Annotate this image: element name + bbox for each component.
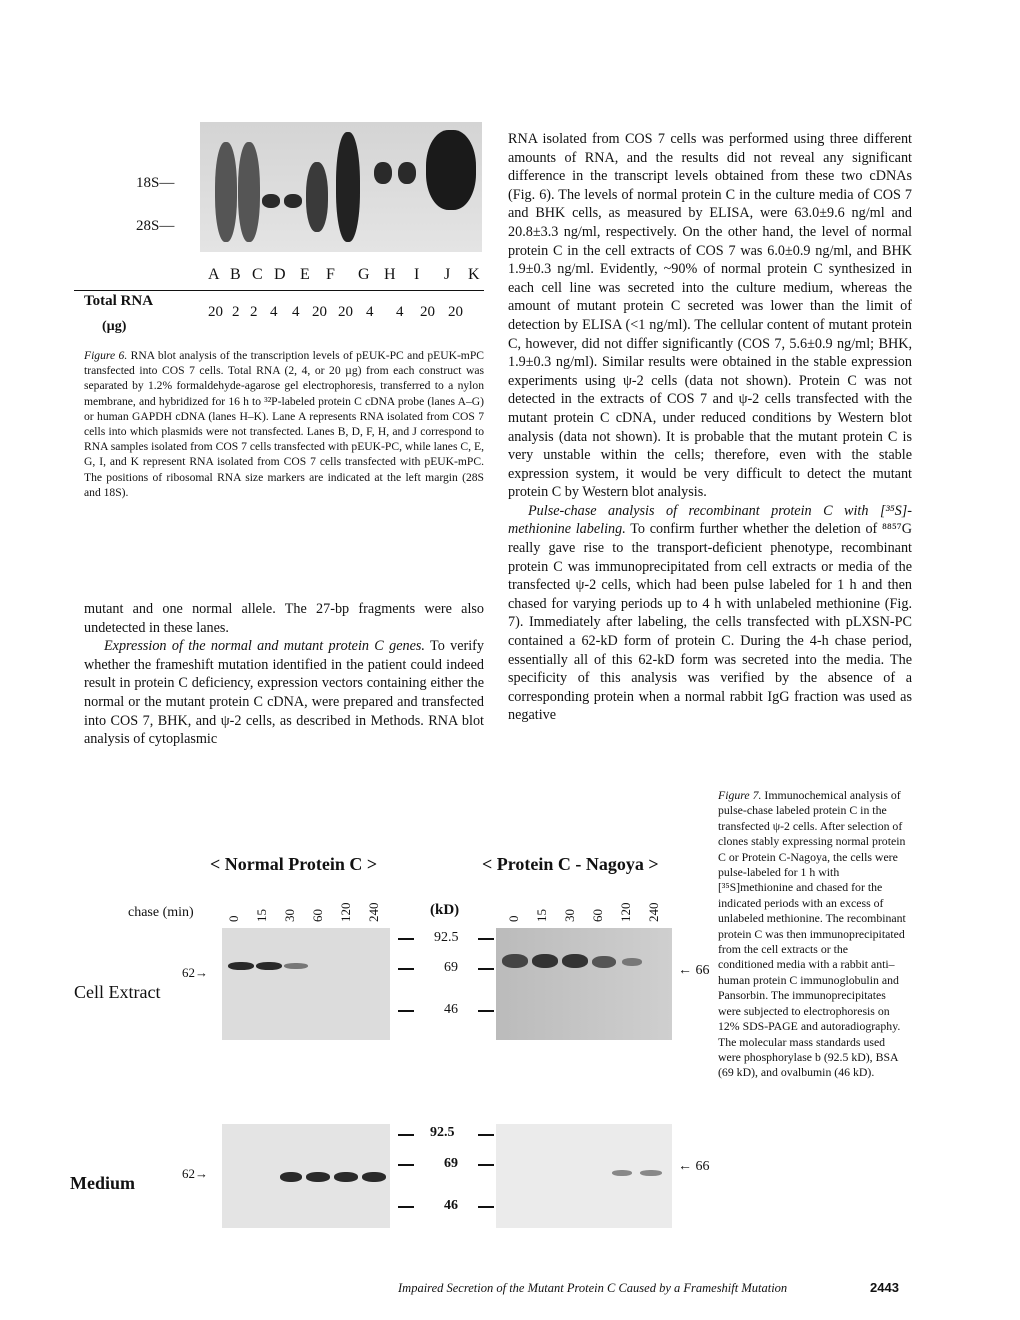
gel-cell-nagoya [496, 928, 672, 1040]
kd-label: (kD) [430, 902, 460, 918]
blot-band [398, 162, 416, 184]
chase-time-label: 15 [254, 909, 269, 922]
page-number: 2443 [870, 1280, 899, 1295]
caption-lead: Figure 7. [718, 788, 762, 802]
gel-band [562, 954, 588, 968]
gel-band [306, 1172, 330, 1182]
caption-body: RNA blot analysis of the transcription levels of pEUK-PC and pEUK-mPC transfected into COS 7 cells. Total RNA (2, 4, or 20 µg) from each construct was separated by 1.2% formaldehyde-agarose gel electrophoresis, transferred to a nylon membrane, and hybridized for 16 h to ³²P-labeled protein C cDNA probe (lanes A–G) or human GAPDH cDNA (lanes H–K). Lane A represents RNA isolated from COS 7 cells into which plasmids were not transfected. Lanes B, D, F, H, and J correspond to RNA samples isolated from COS 7 cells transfected with pEUK-PC, while lanes C, E, G, I, and K represent RNA isolated from COS 7 cells transfected with pEUK-mPC. The positions of ribosomal RNA size markers are indicated at the left margin (28S and 18S). [84, 349, 485, 499]
marker-69: 69 [444, 1156, 458, 1171]
lane-label-d: D [274, 266, 286, 283]
chase-time-label: 240 [366, 902, 381, 922]
chase-time-label: 0 [506, 915, 521, 922]
gel-band [622, 958, 642, 966]
gel-band [592, 956, 616, 968]
marker-46: 46 [444, 1198, 458, 1213]
gel-cell-normal [222, 928, 390, 1040]
arrow-66-medium: ← 66 [678, 1159, 710, 1174]
gel-medium-nagoya [496, 1124, 672, 1228]
marker-tick [478, 1206, 494, 1208]
chase-time-label: 60 [310, 909, 325, 922]
marker-69: 69 [444, 960, 458, 975]
gel-band [228, 962, 254, 970]
nagoya-title: < Protein C - Nagoya > [482, 854, 659, 874]
paragraph [508, 502, 912, 725]
paragraph: mutant and one normal allele. The 27-bp fragments were also undetected in these lanes. [84, 601, 484, 636]
marker-tick [398, 1134, 414, 1136]
marker-tick [478, 1010, 494, 1012]
gel-medium-normal [222, 1124, 390, 1228]
section-heading: Pulse-chase analysis of recombinant protein C with [³⁵S]-methionine labeling. [508, 502, 912, 538]
marker-92-5: 92.5 [430, 1125, 455, 1140]
gel-band [280, 1172, 302, 1182]
chase-time-label: 60 [590, 909, 605, 922]
gel-band [284, 963, 308, 969]
rna-amount: 4 [366, 304, 374, 320]
blot-band [215, 142, 237, 242]
blot-band [262, 194, 280, 208]
gel-band [640, 1170, 662, 1176]
gel-band [532, 954, 558, 968]
right-column-text [508, 130, 912, 725]
unit-label: (µg) [102, 319, 127, 334]
rna-amount: 2 [250, 304, 258, 320]
gel-band [334, 1172, 358, 1182]
paragraph-body: To confirm further whether the deletion of ⁸⁸⁵⁷G really gave rise to the transport-deficient phenotype, recombinant protein C was immunoprecipitated from cell extracts or media of the transfected ψ-2 cells, which had been pulse labeled for 1 h and then chased for varying periods up to 4 h with unlabeled methionine (Fig. 7). Immediately after labeling, the cells transfected with pLXSN-PC contained a 62-kD form of protein C. During the 4-h chase period, essentially all of this 62-kD form was secreted into the media. The specificity of this analysis was verified by the absence of a corresponding protein when a normal rabbit IgG fraction was used as negative [508, 521, 912, 724]
rna-amount: 4 [292, 304, 300, 320]
fig6-blot-image [200, 122, 482, 252]
blot-band [306, 162, 328, 232]
rna-amount: 20 [338, 304, 353, 320]
gel-band [612, 1170, 632, 1176]
rna-amount: 4 [270, 304, 278, 320]
gel-band [502, 954, 528, 968]
marker-tick [398, 968, 414, 970]
medium-label: Medium [70, 1173, 135, 1193]
chase-time-label: 0 [226, 915, 241, 922]
chase-time-label: 15 [534, 909, 549, 922]
lane-label-j: J [444, 266, 451, 283]
lane-label-k: K [468, 266, 480, 283]
blot-band [284, 194, 302, 208]
normal-protein-title: < Normal Protein C > [210, 854, 378, 874]
running-title: Impaired Secretion of the Mutant Protein C Caused by a Frameshift Mutation [398, 1281, 788, 1295]
blot-band [336, 132, 360, 242]
caption-body: Immunochemical analysis of pulse-chase labeled protein C in the transfected ψ-2 cells. After selection of clones stably expressing normal protein C or Protein C-Nagoya, the cells were pulse-labeled for 1 h with [³⁵S]methionine and chased for the indicated periods with an excess of unlabeled methionine. The recombinant protein C was then immunoprecipitated from the cell extracts or the conditioned media with a rabbit anti–human protein C immunoglobulin and Pansorbin. The immunoprecipitates were subjected to electrophoresis on 12% SDS-PAGE and autoradiography. The molecular mass standards used were phosphorylase b (92.5 kD), BSA (69 kD), and ovalbumin (46 kD). [718, 788, 906, 1080]
rna-amount: 4 [396, 304, 404, 320]
marker-tick [478, 938, 494, 940]
arrow-62-cell: 62→ [182, 965, 208, 980]
rna-amount: 20 [420, 304, 435, 320]
gel-band [362, 1172, 386, 1182]
lane-label-h: H [384, 266, 396, 283]
lane-label-f: F [326, 266, 335, 283]
marker-92-5: 92.5 [434, 930, 459, 945]
lane-label-b: B [230, 266, 241, 283]
marker-tick [398, 938, 414, 940]
rna-amount: 20 [208, 304, 223, 320]
gel-band [256, 962, 282, 970]
lane-label-e: E [300, 266, 310, 283]
lane-label-g: G [358, 266, 370, 283]
marker-tick [478, 968, 494, 970]
arrow-66-cell: ← 66 [678, 963, 710, 978]
marker-tick [398, 1206, 414, 1208]
section-heading: Expression of the normal and mutant protein C genes. [104, 638, 425, 655]
marker-tick [398, 1010, 414, 1012]
marker-tick [478, 1164, 494, 1166]
arrow-62-medium: 62→ [182, 1166, 208, 1181]
marker-18s: 18S— [136, 175, 175, 191]
blot-band [238, 142, 260, 242]
chase-time-label: 120 [618, 902, 633, 922]
paragraph-body: To verify whether the frameshift mutation identified in the patient could indeed result in protein C deficiency, expression vectors containing either the normal or the mutant protein C cDNA, were prepared and transfected into COS 7, BHK, and ψ-2 cells, as described in Methods. RNA blot analysis of cytoplasmic [84, 638, 484, 748]
marker-46: 46 [444, 1002, 458, 1017]
blot-band [374, 162, 392, 184]
marker-28s: 28S— [136, 218, 175, 234]
total-rna-label: Total RNA [84, 293, 154, 309]
figure-7-caption [718, 788, 906, 1081]
figure-6-caption [84, 348, 484, 500]
paragraph: RNA isolated from COS 7 cells was performed using three different amounts of RNA, and the results did not reveal any significant difference in the transcript levels obtained from these two cDNAs (Fig. 6). The levels of normal protein C in the culture media of COS 7 and BHK cells, as measured by ELISA, were 63.0±9.6 ng/ml and 20.8±3.3 ng/ml, respectively. On the other hand, the level of normal protein C in the cell extracts of COS 7 was 6.0±0.9 ng/ml, and BHK 1.9±0.3 ng/ml. Evidently, ~90% of normal protein C synthesized in each cell line was secreted into the culture medium, whereas the amount of mutant protein C secreted was lower than the limit of detection by ELISA (<1 ng/ml). The cellular content of mutant protein C, however, did not differ significantly (COS 7, 5.6±0.9 ng/ml; BHK, 1.9±0.3 ng/ml). Similar results were obtained in the stable expression experiments using ψ-2 cells (data not shown). Protein C was not detected in the extracts of COS 7 and ψ-2 cells transfected with the mutant protein C cDNA, under reduced conditions by Western blot analysis (data not shown). It is probable that the mutant protein C is very unstable within the cells; therefore, even with the stable expression system, it would be very difficult to detect the mutant protein C by Western blot analysis. [508, 131, 912, 501]
rna-amount: 20 [312, 304, 327, 320]
table-rule [74, 290, 484, 291]
lane-label-i: I [414, 266, 420, 283]
rna-amount: 20 [448, 304, 463, 320]
lane-label-c: C [252, 266, 263, 283]
chase-label: chase (min) [128, 905, 194, 920]
marker-tick [478, 1134, 494, 1136]
left-column-text [84, 600, 484, 749]
lane-label-a: A [208, 266, 220, 283]
paragraph [84, 637, 484, 749]
blot-band [426, 130, 476, 210]
lane-labels [208, 266, 480, 288]
marker-tick [398, 1164, 414, 1166]
caption-lead: Figure 6. [84, 349, 128, 362]
chase-time-label: 240 [646, 902, 661, 922]
rna-amount: 2 [232, 304, 240, 320]
cell-extract-label: Cell Extract [74, 982, 161, 1002]
chase-time-label: 30 [562, 909, 577, 922]
rna-amounts [208, 304, 480, 326]
chase-time-label: 30 [282, 909, 297, 922]
chase-time-label: 120 [338, 902, 353, 922]
